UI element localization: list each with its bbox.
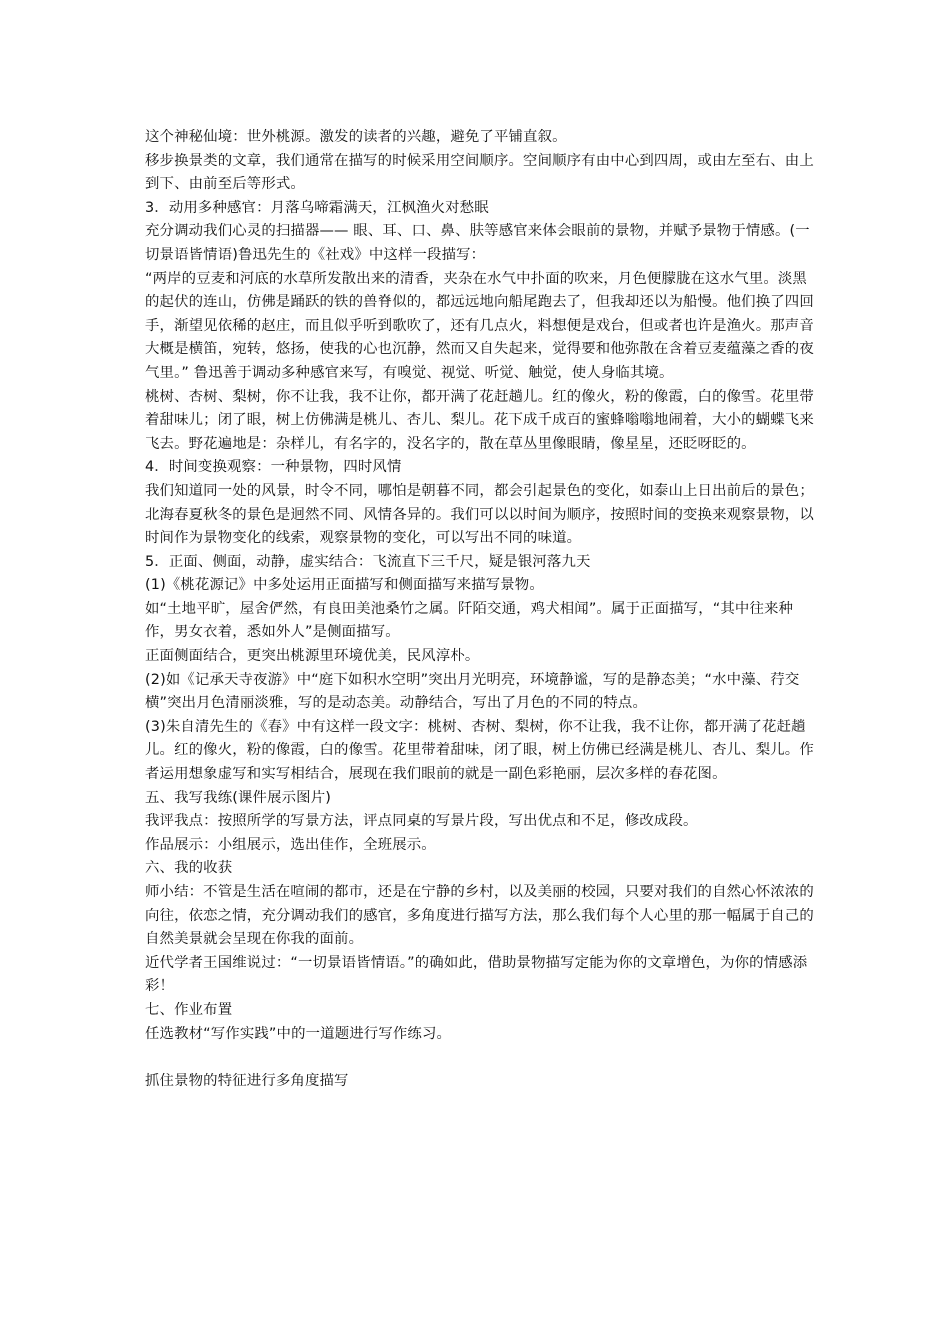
paragraph-spatial-order: 移步换景类的文章，我们通常在描写的时候采用空间顺序。空间顺序有由中心到四周，或由左至右、由上到下、由前至后等形式。	[145, 152, 814, 193]
heading-combination: 5．正面、侧面，动静，虚实结合：飞流直下三千尺，疑是银河落九天	[145, 553, 591, 570]
paragraph-senses: 充分调动我们心灵的扫描器—— 眼、耳、口、鼻、肤等感官来体会眼前的景物，并赋予景物于情感。(一切景语皆情语)鲁迅先生的《社戏》中这样一段描写：	[145, 223, 810, 263]
paragraph-intro-end: 这个神秘仙境：世外桃源。激发的读者的兴趣，避免了平铺直叙。	[145, 129, 567, 145]
paragraph-spring-flowers: 桃树、杏树、梨树，你不让我，我不让你，都开满了花赶趟儿。红的像火，粉的像霞，白的像雪。花里带着甜味儿；闭了眼，树上仿佛满是桃儿、杏儿、梨儿。花下成千成百的蜜蜂嗡嗡地闹着，大小的蝴蝶飞来飞去。野花遍地是：杂样儿，有名字的，没名字的，散在草丛里像眼睛，像星星，还眨呀眨的。	[145, 388, 814, 452]
footer-title: 抓住景物的特征进行多角度描写	[145, 1073, 349, 1090]
paragraph-showcase: 作品展示：小组展示，选出佳作，全班展示。	[145, 836, 436, 853]
heading-gains: 六、我的收获	[145, 860, 233, 877]
paragraph-shexi-quote: “两岸的豆麦和河底的水草所发散出来的清香，夹杂在水气中扑面的吹来，月色便朦胧在这水气里。淡黑的起伏的连山，仿佛是踊跃的铁的兽脊似的，都远远地向船尾跑去了，但我却还以为船慢。他们换了四回手，渐望见依稀的赵庄，而且似乎听到歌吹了，还有几点火，料想便是戏台，但或者也许是渔火。那声音大概是横笛，宛转，悠扬，使我的心也沉静，然而又自失起来，觉得要和他弥散在含着豆麦蕴藻之香的夜气里。” 鲁迅善于调动多种感官来写，有嗅觉、视觉、听觉、触觉，使人身临其境。	[145, 270, 814, 381]
paragraph-homework: 任选教材“写作实践”中的一道题进行写作练习。	[145, 1025, 452, 1042]
paragraph-front-side-summary: 正面侧面结合，更突出桃源里环境优美，民风淳朴。	[145, 648, 480, 665]
paragraph-front-side-example: 如“土地平旷，屋舍俨然，有良田美池桑竹之属。阡陌交通，鸡犬相闻”。属于正面描写，“其中往来种作，男女衣着，悉如外人”是侧面描写。	[145, 600, 794, 641]
heading-senses: 3．动用多种感官：月落乌啼霜满天，江枫渔火对愁眠	[145, 199, 489, 216]
paragraph-time-change: 我们知道同一处的风景，时令不同，哪怕是朝暮不同，都会引起景色的变化，如泰山上日出前后的景色；北海春夏秋冬的景色是迥然不同、风情各异的。我们可以以时间为顺序，按照时间的变换来观察景物，以时间作为景物变化的线索，观察景物的变化，可以写出不同的味道。	[145, 482, 814, 547]
document-page	[145, 126, 817, 1094]
paragraph-chengtiansi: (2)如《记承天寺夜游》中“庭下如积水空明”突出月光明亮，环境静谧，写的是静态美；“水中藻、荇交横”突出月色清丽淡雅，写的是动态美。动静结合，写出了月色的不同的特点。	[145, 671, 800, 712]
paragraph-taohuayuan: (1)《桃花源记》中多处运用正面描写和侧面描写来描写景物。	[145, 577, 544, 594]
paragraph-wangguowei: 近代学者王国维说过：“一切景语皆情语。”的确如此，借助景物描写定能为你的文章增色，为你的情感添彩！	[145, 954, 808, 995]
heading-practice: 五、我写我练(课件展示图片)	[145, 789, 332, 806]
heading-time-change: 4．时间变换观察：一种景物，四时风情	[145, 459, 402, 476]
paragraph-peer-review: 我评我点：按照所学的写景方法，评点同桌的写景片段，写出优点和不足，修改成段。	[145, 813, 698, 830]
blank-line	[145, 1046, 817, 1070]
paragraph-chun: (3)朱自清先生的《春》中有这样一段文字：桃树、杏树、梨树，你不让我，我不让你，都开满了花赶趟儿。红的像火，粉的像霞，白的像雪。花里带着甜味，闭了眼，树上仿佛已经满是桃儿、杏儿、梨儿。作者运用想象虚写和实写相结合，展现在我们眼前的就是一副色彩艳丽，层次多样的春花图。	[145, 718, 814, 783]
heading-homework: 七、作业布置	[145, 1001, 233, 1018]
paragraph-teacher-summary: 师小结：不管是生活在喧闹的都市，还是在宁静的乡村，以及美丽的校园，只要对我们的自然心怀浓浓的向往，依恋之情，充分调动我们的感官，多角度进行描写方法，那么我们每个人心里的那一幅属于自己的自然美景就会呈现在你我的面前。	[145, 884, 814, 948]
